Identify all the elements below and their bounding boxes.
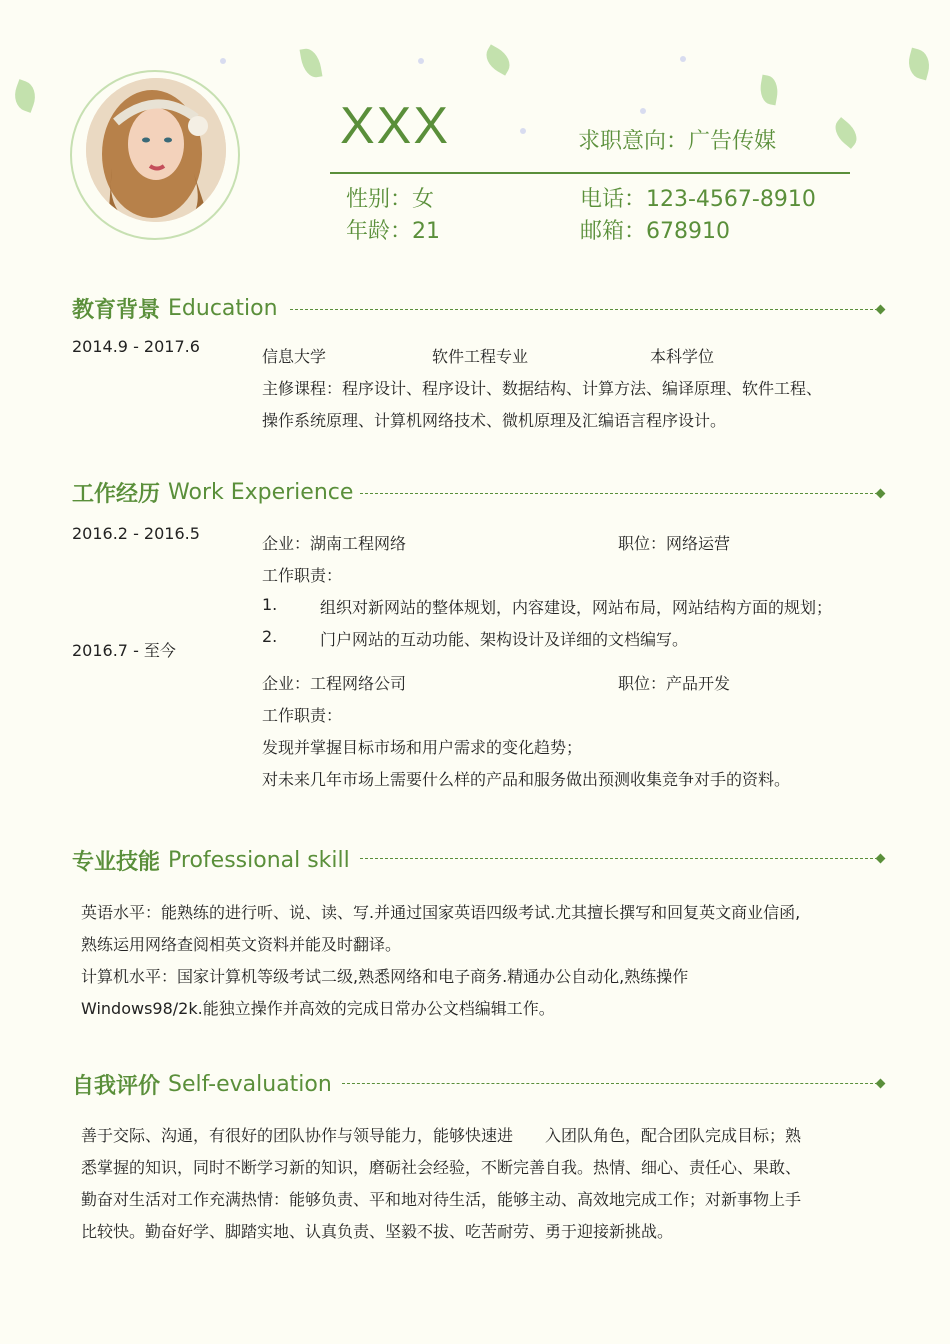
job-position: 职位：产品开发 (618, 674, 731, 693)
leaf-decoration (829, 117, 862, 149)
dot-decoration (680, 56, 686, 62)
divider-end-icon (876, 305, 886, 315)
skill-line: 熟练运用网络查阅相英文资料并能及时翻译。 (81, 935, 402, 954)
section-divider (360, 858, 878, 859)
leaf-decoration (300, 47, 323, 80)
section-title-education (72, 293, 278, 324)
job-duty: 门户网站的互动功能、架构设计及详细的文档编写。 (320, 630, 689, 649)
education-school: 信息大学 (262, 347, 327, 366)
section-title-en: Work Experience (168, 480, 354, 505)
job-duty-label: 工作职责： (262, 566, 343, 585)
section-title-cn: 工作经历 (72, 482, 161, 507)
candidate-name: XXX (340, 97, 451, 155)
dot-decoration (640, 108, 646, 114)
section-title-self-evaluation (72, 1069, 332, 1100)
age: 年龄：21 (346, 219, 440, 244)
job-duty: 对未来几年市场上需要什么样的产品和服务做出预测收集竞争对手的资料。 (262, 770, 791, 789)
skill-line: 英语水平：能熟练的进行听、说、读、写.并通过国家英语四级考试.尤其擅长撰写和回复英文商业信函, (81, 903, 801, 922)
education-courses: 操作系统原理、计算机网络技术、微机原理及汇编语言程序设计。 (262, 411, 727, 430)
education-degree: 本科学位 (650, 347, 715, 366)
job-intent: 求职意向：广告传媒 (578, 129, 777, 154)
divider-end-icon (876, 1079, 886, 1089)
job-company: 企业：湖南工程网络 (262, 534, 407, 553)
section-title-cn: 自我评价 (72, 1074, 161, 1099)
gender: 性别：女 (346, 187, 435, 212)
section-divider (360, 493, 878, 494)
self-eval-line: 悉掌握的知识，同时不断学习新的知识，磨砺社会经验，不断完善自我。热情、细心、责任心、果敢、 (81, 1158, 802, 1177)
phone: 电话：123-4567-8910 (580, 187, 816, 212)
divider-end-icon (876, 854, 886, 864)
education-courses: 主修课程：程序设计、程序设计、数据结构、计算方法、编译原理、软件工程、 (262, 379, 823, 398)
job-date: 2016.7 - 至今 (72, 641, 176, 660)
dot-decoration (418, 58, 424, 64)
job-duty: 发现并掌握目标市场和用户需求的变化趋势； (262, 738, 583, 757)
self-eval-line: 善于交际、沟通，有很好的团队协作与领导能力，能够快速进 入团队角色，配合团队完成目标；熟 (81, 1126, 802, 1145)
section-title-work (72, 477, 353, 508)
section-divider (290, 309, 878, 310)
portrait-image (86, 78, 226, 222)
email: 邮箱：678910 (580, 219, 730, 244)
section-title-en: Professional skill (168, 848, 350, 873)
section-title-cn: 教育背景 (72, 298, 161, 323)
skill-line: 计算机水平：国家计算机等级考试二级,熟悉网络和电子商务.精通办公自动化,熟练操作 (81, 967, 689, 986)
leaf-decoration (758, 75, 781, 106)
leaf-decoration (10, 79, 40, 113)
education-date: 2014.9 - 2017.6 (72, 337, 200, 356)
header-divider (330, 172, 850, 174)
duty-number: 1. (262, 595, 278, 614)
avatar (86, 78, 226, 222)
dot-decoration (220, 58, 226, 64)
job-company: 企业：工程网络公司 (262, 674, 407, 693)
job-duty: 组织对新网站的整体规划，内容建设，网站布局，网站结构方面的规划； (320, 598, 833, 617)
education-major: 软件工程专业 (432, 347, 529, 366)
section-title-cn: 专业技能 (72, 850, 161, 875)
job-duty-label: 工作职责： (262, 706, 343, 725)
section-title-skills (72, 845, 350, 876)
duty-number: 2. (262, 627, 278, 646)
dot-decoration (520, 128, 526, 134)
leaf-decoration (905, 48, 933, 81)
self-eval-line: 勤奋对生活对工作充满热情：能够负责、平和地对待生活，能够主动、高效地完成工作；对新事物上手 (81, 1190, 802, 1209)
leaf-decoration (481, 44, 515, 75)
job-position: 职位：网络运营 (618, 534, 731, 553)
job-date: 2016.2 - 2016.5 (72, 524, 200, 543)
divider-end-icon (876, 489, 886, 499)
section-title-en: Education (168, 296, 278, 321)
section-divider (342, 1083, 878, 1084)
section-title-en: Self-evaluation (168, 1072, 332, 1097)
skill-line: Windows98/2k.能独立操作并高效的完成日常办公文档编辑工作。 (81, 999, 555, 1018)
self-eval-line: 比较快。勤奋好学、脚踏实地、认真负责、坚毅不拔、吃苦耐劳、勇于迎接新挑战。 (81, 1222, 674, 1241)
